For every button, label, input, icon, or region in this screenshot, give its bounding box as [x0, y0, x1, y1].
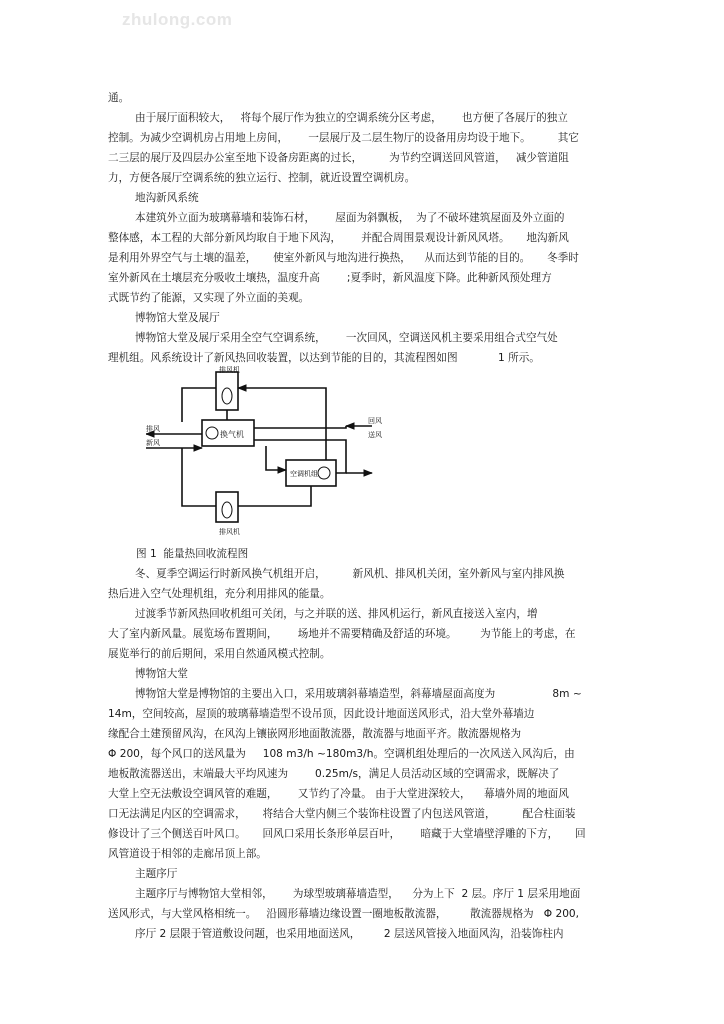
figure-caption: 图 1 能量热回收流程图 [136, 548, 249, 560]
text-line: 展览举行的前后期间，采用自然通风模式控制。 [108, 648, 331, 660]
text-line: 地板散流器送出，末端最大平均风速为 0.25m/s，满足人员活动区域的空调需求，既解决了 [108, 768, 560, 780]
heat-exchanger-label: 换气机 [220, 430, 244, 439]
exhaust-fan-bottom-label: 排风机 [219, 528, 240, 536]
right-label-supply: 送风 [368, 431, 382, 439]
text-line: 大堂上空无法敷设空调风管的难题， 又节约了冷量。 由于大堂进深较大， 幕墙外周的地面风 [108, 788, 569, 800]
text-line: 修设计了三个侧送百叶风口。 回风口采用长条形单层百叶， 暗藏于大堂墙壁浮雕的下方， 回 [108, 828, 586, 840]
watermark-logo: zhulong.com [122, 10, 233, 29]
text-line: 热后进入空气处理机组，充分利用排风的能量。 [108, 588, 331, 600]
right-label-return: 回风 [368, 417, 382, 425]
text-line: 力，方便各展厅空调系统的独立运行、控制，就近设置空调机房。 [108, 172, 416, 184]
text-line: 理机组。风系统设计了新风热回收装置，以达到节能的目的，其流程图如图 1 所示。 [108, 352, 540, 364]
text-line: 地沟新风系统 [135, 192, 199, 204]
text-line: 冬、夏季空调运行时新风换气机组开启， 新风机、排风机关闭，室外新风与室内排风换 [135, 568, 565, 580]
text-line: 是利用外界空气与土壤的温差， 使室外新风与地沟进行换热， 从而达到节能的目的。 冬季时 [108, 252, 579, 264]
left-label-fresh: 新风 [146, 439, 160, 447]
text-line: 序厅 2 层限于管道敷设问题，也采用地面送风， 2 层送风管接入地面风沟，沿装饰柱内 [135, 928, 564, 940]
text-line: 送风形式，与大堂风格相统一。 沿圆形幕墙边缘设置一圈地板散流器， 散流器规格为 Φ 200, [108, 908, 580, 920]
document-body-top [108, 88, 616, 368]
text-line: 博物馆大堂及展厅采用全空气空调系统， 一次回风，空调送风机主要采用组合式空气处 [135, 332, 558, 344]
text-line: 口无法满足内区的空调需求， 将结合大堂内侧三个装饰柱设置了内包送风管道， 配合柱面装 [108, 808, 576, 820]
text-line: 室外新风在土壤层充分吸收土壤热，温度升高 ;夏季时，新风温度下降。此种新风预处理方 [108, 272, 552, 284]
text-line: 过渡季节新风热回收机组可关闭，与之并联的送、排风机运行，新风直接送入室内，增 [135, 608, 538, 620]
document-body-bottom [108, 564, 616, 944]
text-line: 整体感，本工程的大部分新风均取自于地下风沟， 并配合周围景观设计新风风塔。 地沟新风 [108, 232, 569, 244]
text-line: 博物馆大堂是博物馆的主要出入口，采用玻璃斜幕墙造型，斜幕墙屋面高度为 8m ~ [135, 688, 582, 700]
text-line: 博物馆大堂及展厅 [135, 312, 220, 324]
ahu-label: 空调机组 [290, 470, 318, 478]
text-line: Φ 200，每个风口的送风量为 108 m3/h ~180m3/h。空调机组处理后的一次风送入风沟后，由 [108, 748, 575, 760]
text-line: 主题序厅 [135, 868, 178, 880]
text-line: 大了室内新风量。展览场布置期间， 场地并不需要精确及舒适的环境。 为节能上的考虑，在 [108, 628, 576, 640]
text-line: 通。 [108, 92, 130, 104]
text-line: 博物馆大堂 [135, 668, 188, 680]
text-line: 本建筑外立面为玻璃幕墙和装饰石材， 屋面为斜飘板， 为了不破坏建筑屋面及外立面的 [135, 212, 565, 224]
heat-recovery-flow-diagram [146, 366, 386, 540]
exhaust-fan-top-label: 排风机 [219, 366, 240, 374]
text-line: 控制。为减少空调机房占用地上房间， 一层展厅及二层生物厅的设备用房均设于地下。 其它 [108, 132, 579, 144]
text-line: 缘配合土建预留风沟，在风沟上镶嵌网形地面散流器，散流器与地面平齐。散流器规格为 [108, 728, 522, 740]
text-line: 二三层的展厅及四层办公室至地下设备房距离的过长， 为节约空调送回风管道， 减少管道阻 [108, 152, 569, 164]
text-line: 式既节约了能源，又实现了外立面的美观。 [108, 292, 310, 304]
text-line: 由于展厅面积较大， 将每个展厅作为独立的空调系统分区考虑， 也方便了各展厅的独立 [135, 112, 568, 124]
text-line: 14m，空间较高，屋顶的玻璃幕墙造型不设吊顶，因此设计地面送风形式，沿大堂外幕墙边 [108, 708, 535, 720]
text-line: 风管道设于相邻的走廊吊顶上部。 [108, 848, 267, 860]
text-line: 主题序厅与博物馆大堂相邻， 为球型玻璃幕墙造型， 分为上下 2 层。序厅 1 层采用地面 [135, 888, 581, 900]
left-label-exhaust: 排风 [146, 425, 160, 433]
